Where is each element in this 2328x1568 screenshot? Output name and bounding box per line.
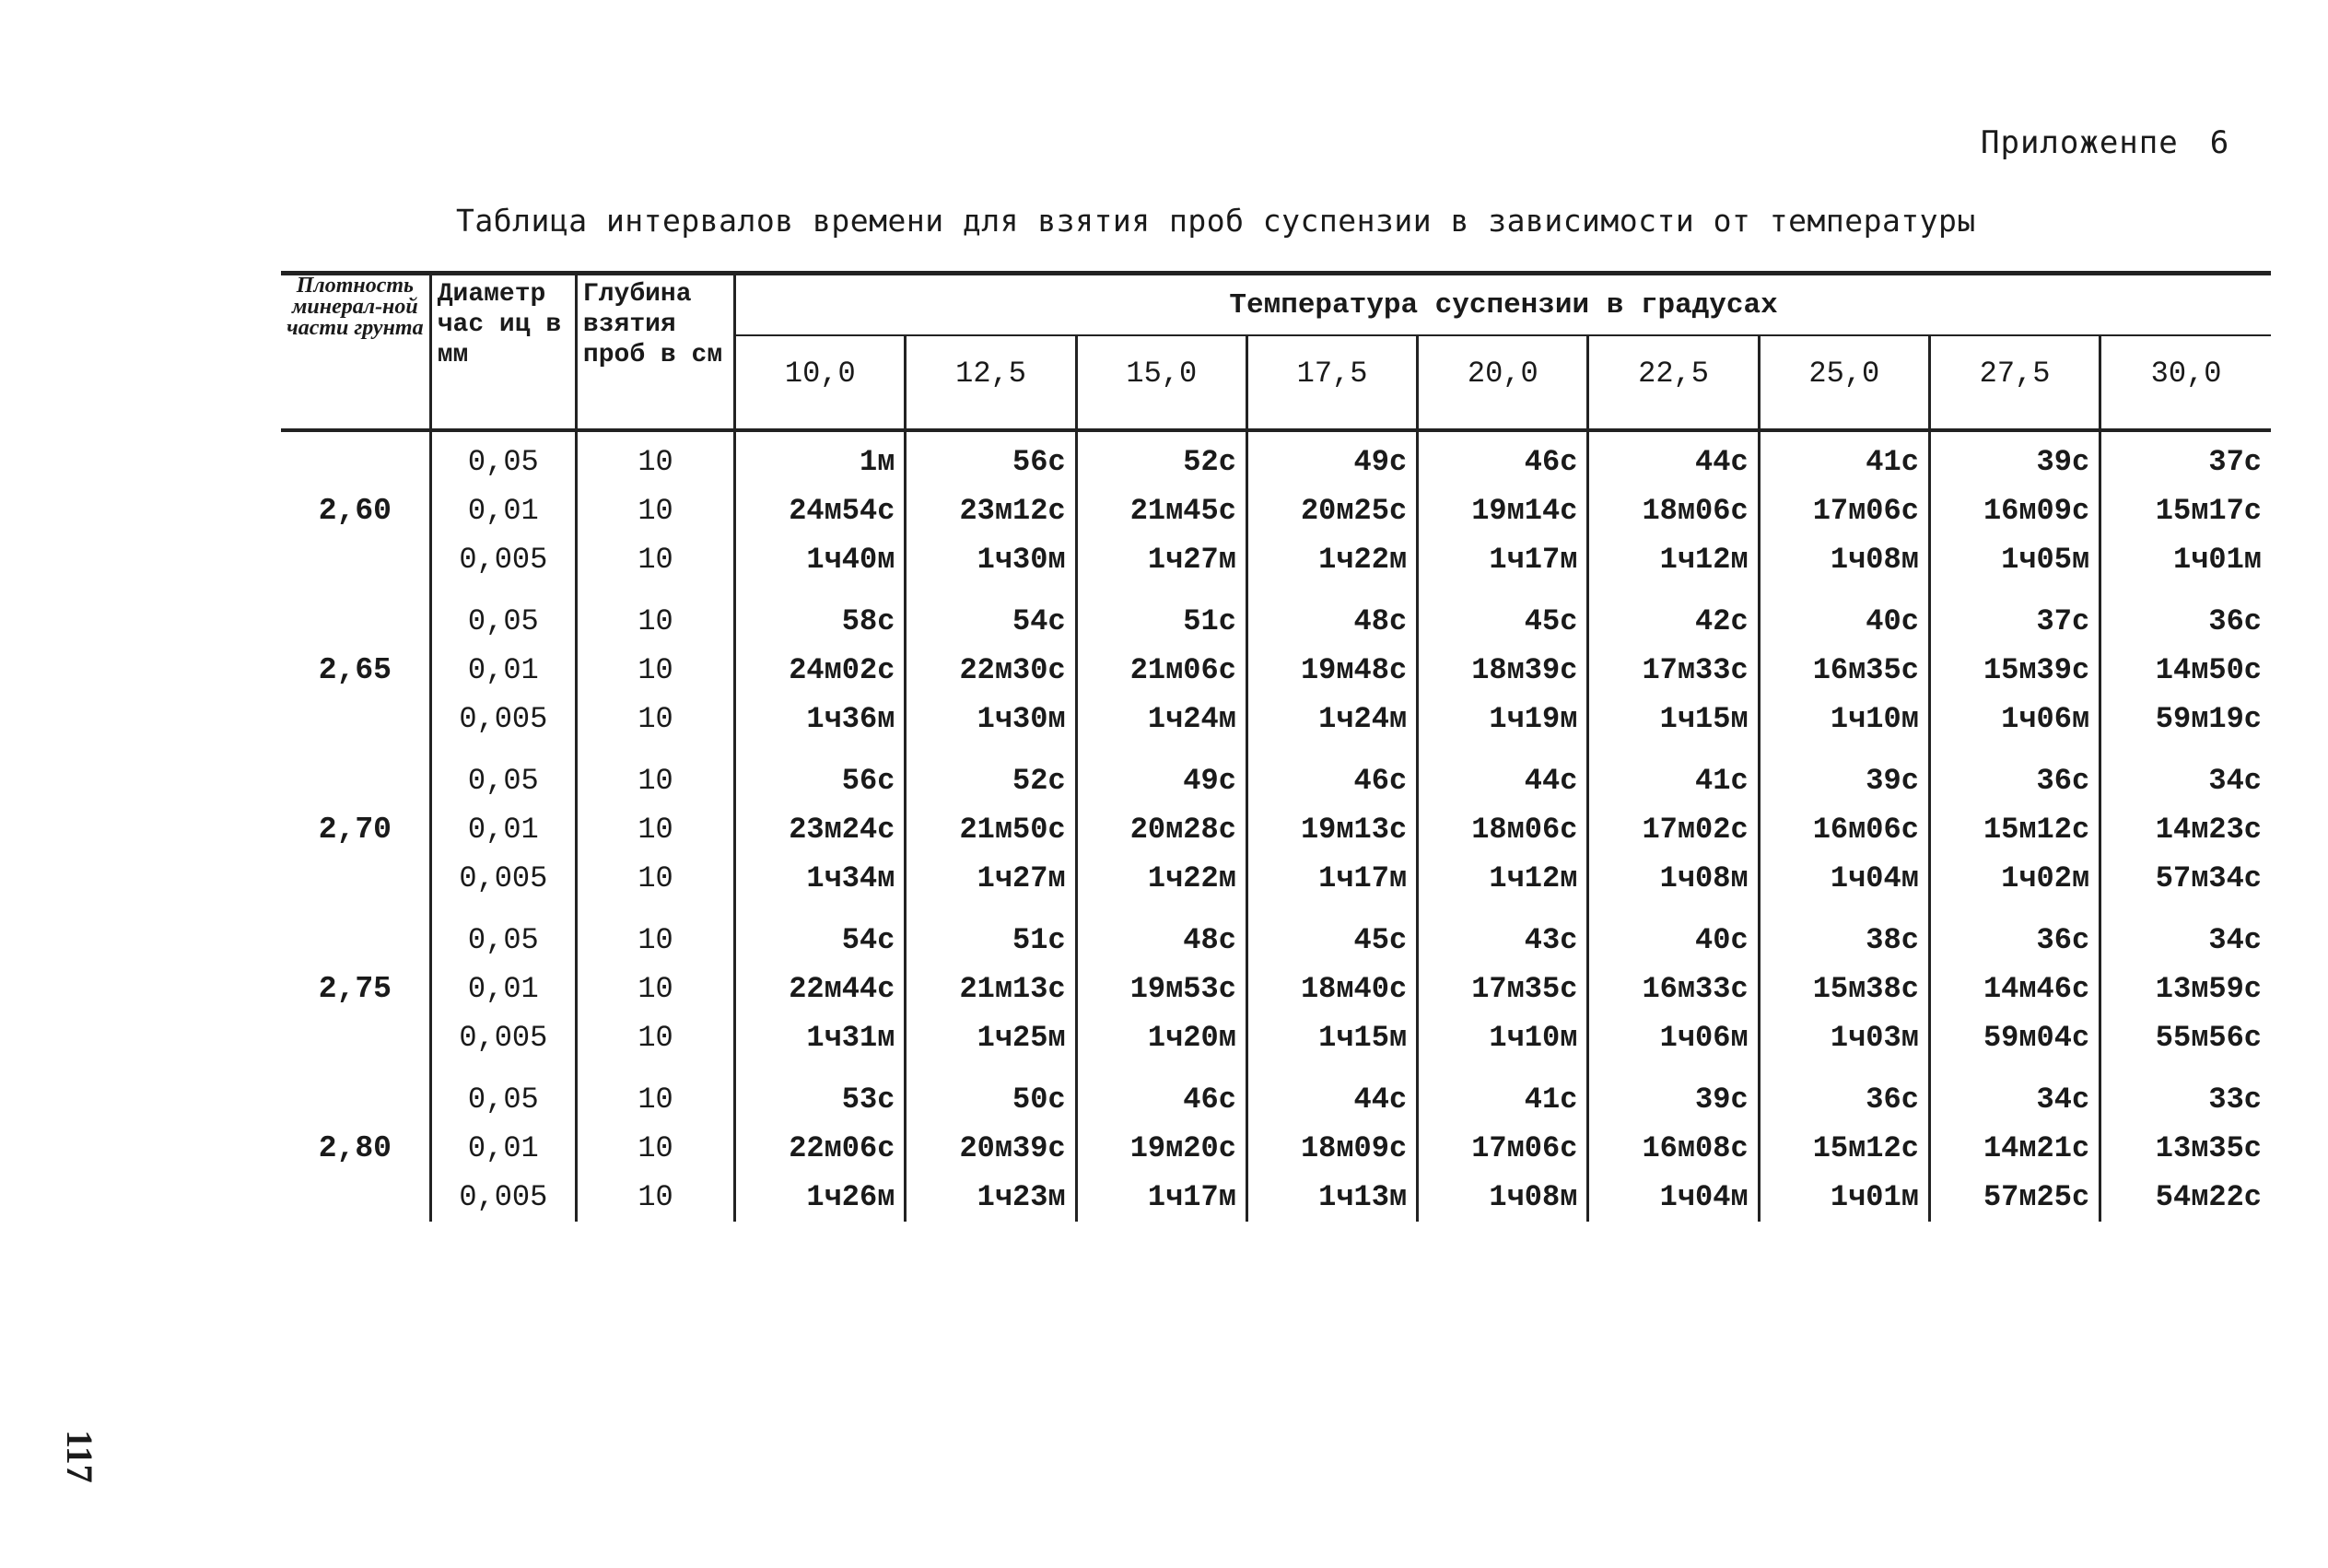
time-interval-cell: 34с bbox=[2100, 756, 2271, 805]
spacer-cell bbox=[281, 584, 430, 597]
time-interval-cell: 1ч12м bbox=[1588, 535, 1759, 584]
table-row bbox=[281, 1124, 2271, 1173]
density-cell: 2,60 bbox=[318, 494, 392, 528]
table-row bbox=[281, 854, 2271, 903]
time-interval-cell: 17м02с bbox=[1588, 805, 1759, 854]
time-interval-cell: 17м35с bbox=[1418, 965, 1588, 1013]
time-interval-cell: 39с bbox=[1588, 1075, 1759, 1124]
time-interval-cell: 19м53с bbox=[1076, 965, 1246, 1013]
table-row bbox=[281, 430, 2271, 486]
spacer-cell bbox=[735, 584, 906, 597]
depth-cell: 10 bbox=[576, 805, 734, 854]
time-interval-cell: 18м40с bbox=[1246, 965, 1417, 1013]
time-interval-cell: 52с bbox=[1076, 430, 1246, 486]
time-interval-cell: 50с bbox=[906, 1075, 1076, 1124]
diameter-cell: 0,01 bbox=[430, 1124, 576, 1173]
time-interval-cell: 46с bbox=[1246, 756, 1417, 805]
density-cell bbox=[281, 430, 430, 486]
spacer-cell bbox=[1929, 584, 2100, 597]
spacer-cell bbox=[2100, 1062, 2271, 1075]
time-interval-cell: 17м06с bbox=[1759, 486, 1929, 535]
time-interval-cell: 1ч20м bbox=[1076, 1013, 1246, 1062]
time-interval-cell: 22м30с bbox=[906, 646, 1076, 695]
density-cell: 2,65 bbox=[318, 653, 392, 687]
depth-cell: 10 bbox=[576, 597, 734, 646]
time-interval-cell: 1ч22м bbox=[1246, 535, 1417, 584]
time-interval-cell: 1ч10м bbox=[1759, 695, 1929, 743]
time-interval-cell: 38с bbox=[1759, 916, 1929, 965]
time-interval-cell: 24м02с bbox=[735, 646, 906, 695]
time-interval-cell: 59м19с bbox=[2100, 695, 2271, 743]
spacer-cell bbox=[1418, 1062, 1588, 1075]
depth-cell: 10 bbox=[576, 535, 734, 584]
time-interval-cell: 1ч04м bbox=[1759, 854, 1929, 903]
diameter-cell: 0,01 bbox=[430, 805, 576, 854]
time-interval-cell: 54м22с bbox=[2100, 1173, 2271, 1222]
table-row bbox=[281, 756, 2271, 805]
time-interval-cell: 49с bbox=[1246, 430, 1417, 486]
depth-cell: 10 bbox=[576, 965, 734, 1013]
time-interval-cell: 21м13с bbox=[906, 965, 1076, 1013]
time-interval-cell: 20м28с bbox=[1076, 805, 1246, 854]
spacer-cell bbox=[430, 1062, 576, 1075]
time-interval-cell: 18м39с bbox=[1418, 646, 1588, 695]
table-row bbox=[281, 1075, 2271, 1124]
time-interval-cell: 22м06с bbox=[735, 1124, 906, 1173]
time-interval-cell: 21м50с bbox=[906, 805, 1076, 854]
temperature-header: 25,0 bbox=[1759, 335, 1929, 430]
spacer-cell bbox=[906, 903, 1076, 916]
density-cell: 2,70 bbox=[318, 813, 392, 847]
time-interval-cell: 56с bbox=[906, 430, 1076, 486]
time-interval-cell: 1ч24м bbox=[1076, 695, 1246, 743]
time-interval-cell: 1ч22м bbox=[1076, 854, 1246, 903]
time-interval-cell: 1ч06м bbox=[1588, 1013, 1759, 1062]
diameter-header: Диаметр час иц в мм bbox=[430, 274, 576, 431]
spacer-cell bbox=[1588, 743, 1759, 756]
table-row bbox=[281, 695, 2271, 743]
time-interval-cell: 1ч17м bbox=[1246, 854, 1417, 903]
table-row bbox=[281, 1013, 2271, 1062]
spacer-cell bbox=[906, 1062, 1076, 1075]
spacer-cell bbox=[1418, 743, 1588, 756]
time-interval-cell: 16м35с bbox=[1759, 646, 1929, 695]
time-interval-cell: 13м59с bbox=[2100, 965, 2271, 1013]
diameter-cell: 0,005 bbox=[430, 854, 576, 903]
time-interval-cell: 33с bbox=[2100, 1075, 2271, 1124]
density-cell bbox=[281, 1075, 430, 1124]
time-interval-cell: 55м56с bbox=[2100, 1013, 2271, 1062]
time-interval-cell: 52с bbox=[906, 756, 1076, 805]
spacer-cell bbox=[1076, 1062, 1246, 1075]
time-interval-cell: 19м14с bbox=[1418, 486, 1588, 535]
spacer-cell bbox=[1246, 743, 1417, 756]
spacer-cell bbox=[1588, 903, 1759, 916]
density-cell bbox=[281, 695, 430, 743]
spacer-cell bbox=[1588, 584, 1759, 597]
depth-cell: 10 bbox=[576, 854, 734, 903]
table-row bbox=[281, 486, 2271, 535]
diameter-cell: 0,05 bbox=[430, 430, 576, 486]
time-interval-cell: 36с bbox=[1759, 1075, 1929, 1124]
depth-cell: 10 bbox=[576, 1013, 734, 1062]
spacer-cell bbox=[281, 743, 430, 756]
table-row bbox=[281, 1173, 2271, 1222]
spacer-cell bbox=[1076, 903, 1246, 916]
spacer-cell bbox=[1418, 903, 1588, 916]
time-interval-cell: 17м06с bbox=[1418, 1124, 1588, 1173]
spacer-cell bbox=[735, 1062, 906, 1075]
time-interval-cell: 34с bbox=[1929, 1075, 2100, 1124]
time-interval-cell: 19м13с bbox=[1246, 805, 1417, 854]
diameter-cell: 0,05 bbox=[430, 756, 576, 805]
time-interval-cell: 45с bbox=[1418, 597, 1588, 646]
time-interval-cell: 1ч30м bbox=[906, 695, 1076, 743]
time-interval-cell: 1ч04м bbox=[1588, 1173, 1759, 1222]
spacer-cell bbox=[2100, 743, 2271, 756]
time-interval-cell: 45с bbox=[1246, 916, 1417, 965]
temperature-header: 20,0 bbox=[1418, 335, 1588, 430]
spacer-cell bbox=[1246, 903, 1417, 916]
depth-header: Глубина взятия проб в см bbox=[576, 274, 734, 431]
time-interval-cell: 48с bbox=[1076, 916, 1246, 965]
time-interval-cell: 57м34с bbox=[2100, 854, 2271, 903]
time-interval-cell: 15м38с bbox=[1759, 965, 1929, 1013]
time-interval-cell: 1ч25м bbox=[906, 1013, 1076, 1062]
time-interval-cell: 43с bbox=[1418, 916, 1588, 965]
time-interval-cell: 1ч17м bbox=[1418, 535, 1588, 584]
time-interval-cell: 1ч08м bbox=[1418, 1173, 1588, 1222]
time-interval-cell: 14м46с bbox=[1929, 965, 2100, 1013]
time-interval-cell: 18м06с bbox=[1588, 486, 1759, 535]
table-row bbox=[281, 916, 2271, 965]
temperature-header: 10,0 bbox=[735, 335, 906, 430]
spacer-cell bbox=[576, 743, 734, 756]
spacer-cell bbox=[576, 1062, 734, 1075]
time-interval-cell: 1ч06м bbox=[1929, 695, 2100, 743]
time-interval-cell: 1ч34м bbox=[735, 854, 906, 903]
depth-cell: 10 bbox=[576, 430, 734, 486]
time-interval-cell: 1ч13м bbox=[1246, 1173, 1417, 1222]
time-interval-cell: 22м44с bbox=[735, 965, 906, 1013]
spacer-cell bbox=[1418, 584, 1588, 597]
time-interval-cell: 20м25с bbox=[1246, 486, 1417, 535]
spacer-cell bbox=[281, 903, 430, 916]
depth-cell: 10 bbox=[576, 1124, 734, 1173]
time-interval-cell: 14м23с bbox=[2100, 805, 2271, 854]
sedimentation-table bbox=[281, 271, 2271, 1222]
time-interval-cell: 41с bbox=[1588, 756, 1759, 805]
temperature-header: 17,5 bbox=[1246, 335, 1417, 430]
time-interval-cell: 39с bbox=[1929, 430, 2100, 486]
time-interval-cell: 44с bbox=[1246, 1075, 1417, 1124]
spacer-cell bbox=[430, 903, 576, 916]
spacer-cell bbox=[1076, 743, 1246, 756]
spacer-cell bbox=[735, 743, 906, 756]
time-interval-cell: 54с bbox=[735, 916, 906, 965]
appendix-number: 6 bbox=[2209, 124, 2230, 161]
time-interval-cell: 1ч31м bbox=[735, 1013, 906, 1062]
spacer-cell bbox=[1246, 1062, 1417, 1075]
time-interval-cell: 16м33с bbox=[1588, 965, 1759, 1013]
time-interval-cell: 36с bbox=[2100, 597, 2271, 646]
time-interval-cell: 1ч12м bbox=[1418, 854, 1588, 903]
time-interval-cell: 37с bbox=[2100, 430, 2271, 486]
table-row bbox=[281, 597, 2271, 646]
time-interval-cell: 19м20с bbox=[1076, 1124, 1246, 1173]
time-interval-cell: 51с bbox=[1076, 597, 1246, 646]
depth-cell: 10 bbox=[576, 646, 734, 695]
time-interval-cell: 1ч26м bbox=[735, 1173, 906, 1222]
time-interval-cell: 46с bbox=[1076, 1075, 1246, 1124]
spacer-cell bbox=[906, 743, 1076, 756]
time-interval-cell: 1ч40м bbox=[735, 535, 906, 584]
temperature-header: 30,0 bbox=[2100, 335, 2271, 430]
time-interval-cell: 1ч23м bbox=[906, 1173, 1076, 1222]
time-interval-cell: 39с bbox=[1759, 756, 1929, 805]
time-interval-cell: 53с bbox=[735, 1075, 906, 1124]
time-interval-cell: 49с bbox=[1076, 756, 1246, 805]
spacer-cell bbox=[1759, 903, 1929, 916]
time-interval-cell: 36с bbox=[1929, 916, 2100, 965]
time-interval-cell: 36с bbox=[1929, 756, 2100, 805]
time-interval-cell: 15м39с bbox=[1929, 646, 2100, 695]
time-interval-cell: 15м17с bbox=[2100, 486, 2271, 535]
time-interval-cell: 59м04с bbox=[1929, 1013, 2100, 1062]
diameter-cell: 0,005 bbox=[430, 695, 576, 743]
time-interval-cell: 48с bbox=[1246, 597, 1417, 646]
spacer-cell bbox=[2100, 584, 2271, 597]
temperature-header: 22,5 bbox=[1588, 335, 1759, 430]
time-interval-cell: 51с bbox=[906, 916, 1076, 965]
time-interval-cell: 18м06с bbox=[1418, 805, 1588, 854]
depth-cell: 10 bbox=[576, 916, 734, 965]
time-interval-cell: 1ч01м bbox=[2100, 535, 2271, 584]
time-interval-cell: 1ч30м bbox=[906, 535, 1076, 584]
time-interval-cell: 1ч05м bbox=[1929, 535, 2100, 584]
time-interval-cell: 41с bbox=[1418, 1075, 1588, 1124]
diameter-cell: 0,05 bbox=[430, 1075, 576, 1124]
density-cell bbox=[281, 916, 430, 965]
spacer-cell bbox=[576, 584, 734, 597]
temperature-header: 12,5 bbox=[906, 335, 1076, 430]
time-interval-cell: 23м24с bbox=[735, 805, 906, 854]
time-interval-cell: 1ч08м bbox=[1759, 535, 1929, 584]
time-interval-cell: 1ч27м bbox=[1076, 535, 1246, 584]
diameter-cell: 0,005 bbox=[430, 1013, 576, 1062]
time-interval-cell: 1ч36м bbox=[735, 695, 906, 743]
time-interval-cell: 1ч03м bbox=[1759, 1013, 1929, 1062]
density-cell: 2,80 bbox=[318, 1131, 392, 1165]
spacer-cell bbox=[735, 903, 906, 916]
time-interval-cell: 37с bbox=[1929, 597, 2100, 646]
diameter-cell: 0,01 bbox=[430, 646, 576, 695]
time-interval-cell: 14м50с bbox=[2100, 646, 2271, 695]
time-interval-cell: 1ч19м bbox=[1418, 695, 1588, 743]
time-interval-cell: 24м54с bbox=[735, 486, 906, 535]
time-interval-cell: 1ч10м bbox=[1418, 1013, 1588, 1062]
time-interval-cell: 44с bbox=[1588, 430, 1759, 486]
appendix-label bbox=[1981, 124, 2229, 161]
depth-cell: 10 bbox=[576, 756, 734, 805]
time-interval-cell: 14м21с bbox=[1929, 1124, 2100, 1173]
diameter-cell: 0,01 bbox=[430, 486, 576, 535]
temperature-header: 15,0 bbox=[1076, 335, 1246, 430]
spacer-cell bbox=[1246, 584, 1417, 597]
time-interval-cell: 16м09с bbox=[1929, 486, 2100, 535]
density-cell bbox=[281, 1013, 430, 1062]
time-interval-cell: 40с bbox=[1588, 916, 1759, 965]
time-interval-cell: 1ч27м bbox=[906, 854, 1076, 903]
time-interval-cell: 16м08с bbox=[1588, 1124, 1759, 1173]
time-interval-cell: 54с bbox=[906, 597, 1076, 646]
time-interval-cell: 46с bbox=[1418, 430, 1588, 486]
diameter-cell: 0,01 bbox=[430, 965, 576, 1013]
time-interval-cell: 21м06с bbox=[1076, 646, 1246, 695]
table-row bbox=[281, 646, 2271, 695]
density-cell bbox=[281, 854, 430, 903]
density-cell bbox=[281, 1173, 430, 1222]
time-interval-cell: 1ч24м bbox=[1246, 695, 1417, 743]
table-row bbox=[281, 805, 2271, 854]
time-interval-cell: 23м12с bbox=[906, 486, 1076, 535]
spacer-cell bbox=[430, 743, 576, 756]
time-interval-cell: 15м12с bbox=[1929, 805, 2100, 854]
density-cell bbox=[281, 756, 430, 805]
table-title: Таблица интервалов времени для взятия проб суспензии в зависимости от температуры bbox=[456, 203, 1976, 239]
time-interval-cell: 15м12с bbox=[1759, 1124, 1929, 1173]
spacer-cell bbox=[1759, 584, 1929, 597]
appendix-text: Приложенпе bbox=[1981, 124, 2179, 161]
diameter-cell: 0,005 bbox=[430, 1173, 576, 1222]
density-cell: 2,75 bbox=[318, 972, 392, 1006]
temperature-group-header: Температура суспензии в градусах bbox=[735, 274, 2271, 336]
time-interval-cell: 20м39с bbox=[906, 1124, 1076, 1173]
time-interval-cell: 1м bbox=[735, 430, 906, 486]
time-interval-cell: 1ч15м bbox=[1246, 1013, 1417, 1062]
time-interval-cell: 34с bbox=[2100, 916, 2271, 965]
diameter-cell: 0,05 bbox=[430, 916, 576, 965]
spacer-cell bbox=[281, 1062, 430, 1075]
time-interval-cell: 1ч17м bbox=[1076, 1173, 1246, 1222]
time-interval-cell: 42с bbox=[1588, 597, 1759, 646]
temperature-header: 27,5 bbox=[1929, 335, 2100, 430]
density-header: Плотность минерал-ной части грунта bbox=[281, 274, 430, 431]
spacer-cell bbox=[1759, 1062, 1929, 1075]
spacer-cell bbox=[1929, 1062, 2100, 1075]
table-row bbox=[281, 535, 2271, 584]
density-cell bbox=[281, 535, 430, 584]
time-interval-cell: 58с bbox=[735, 597, 906, 646]
time-interval-cell: 21м45с bbox=[1076, 486, 1246, 535]
diameter-cell: 0,05 bbox=[430, 597, 576, 646]
time-interval-cell: 41с bbox=[1759, 430, 1929, 486]
table-row bbox=[281, 965, 2271, 1013]
depth-cell: 10 bbox=[576, 1173, 734, 1222]
depth-cell: 10 bbox=[576, 486, 734, 535]
spacer-cell bbox=[576, 903, 734, 916]
spacer-cell bbox=[1929, 743, 2100, 756]
spacer-cell bbox=[2100, 903, 2271, 916]
spacer-cell bbox=[906, 584, 1076, 597]
spacer-cell bbox=[1929, 903, 2100, 916]
spacer-cell bbox=[430, 584, 576, 597]
spacer-cell bbox=[1759, 743, 1929, 756]
time-interval-cell: 1ч02м bbox=[1929, 854, 2100, 903]
time-interval-cell: 56с bbox=[735, 756, 906, 805]
time-interval-cell: 18м09с bbox=[1246, 1124, 1417, 1173]
time-interval-cell: 57м25с bbox=[1929, 1173, 2100, 1222]
spacer-cell bbox=[1076, 584, 1246, 597]
time-interval-cell: 1ч08м bbox=[1588, 854, 1759, 903]
table-body bbox=[281, 430, 2271, 1222]
time-interval-cell: 1ч15м bbox=[1588, 695, 1759, 743]
time-interval-cell: 44с bbox=[1418, 756, 1588, 805]
time-interval-cell: 1ч01м bbox=[1759, 1173, 1929, 1222]
depth-cell: 10 bbox=[576, 695, 734, 743]
time-interval-cell: 13м35с bbox=[2100, 1124, 2271, 1173]
depth-cell: 10 bbox=[576, 1075, 734, 1124]
time-interval-cell: 17м33с bbox=[1588, 646, 1759, 695]
density-cell bbox=[281, 597, 430, 646]
time-interval-cell: 16м06с bbox=[1759, 805, 1929, 854]
diameter-cell: 0,005 bbox=[430, 535, 576, 584]
time-interval-cell: 40с bbox=[1759, 597, 1929, 646]
spacer-cell bbox=[1588, 1062, 1759, 1075]
time-interval-cell: 19м48с bbox=[1246, 646, 1417, 695]
page-number: 117 bbox=[59, 1430, 100, 1483]
